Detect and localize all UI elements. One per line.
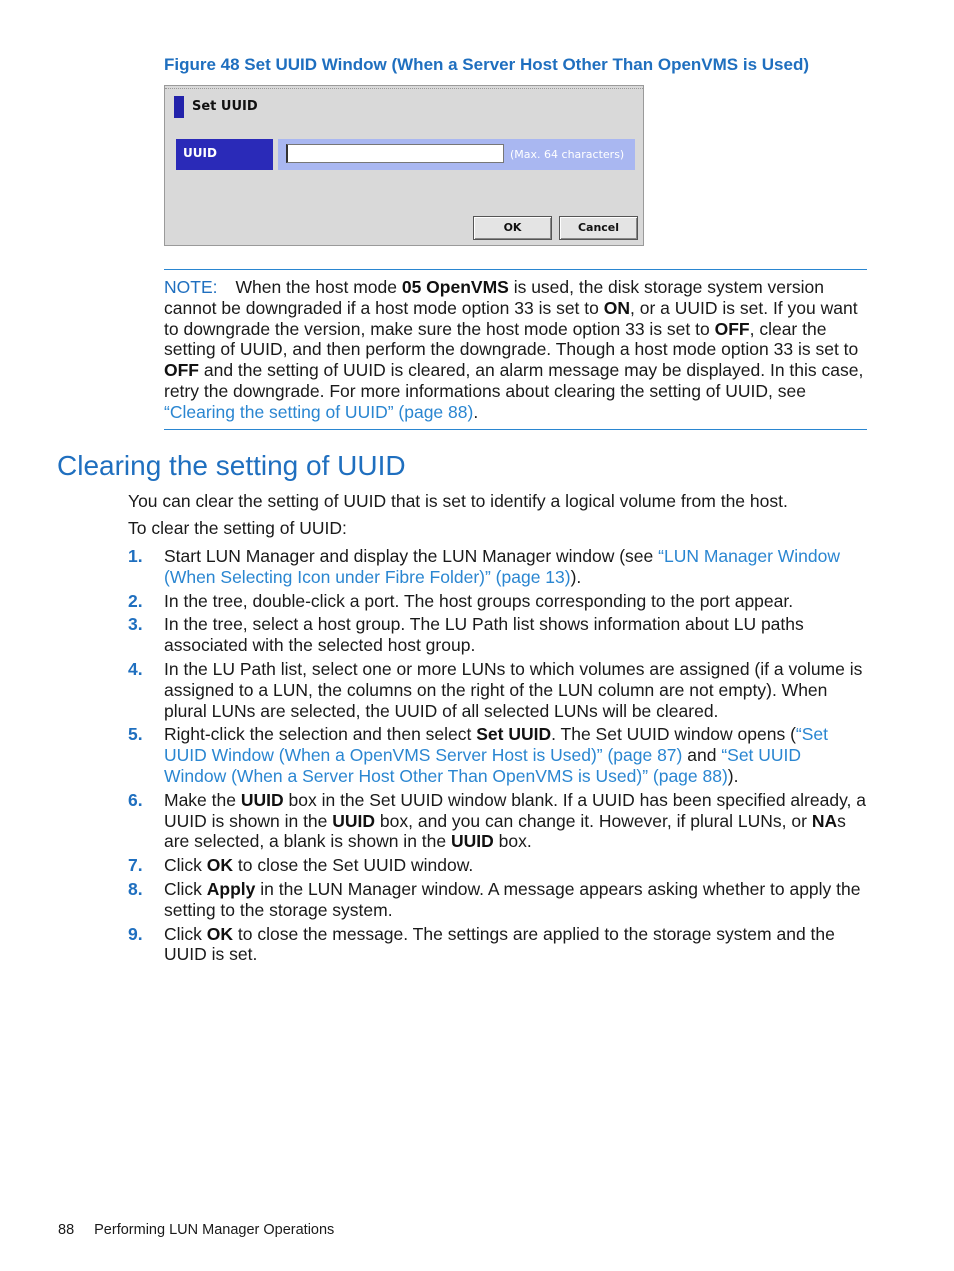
step-link[interactable]: “Set UUID Window (When a OpenVMS Server Host is Used)” (page 87): [164, 724, 829, 766]
step-item: [128, 924, 868, 966]
step-number: 7.: [128, 855, 143, 876]
step-text: ).: [570, 566, 582, 587]
step-text: In the tree, double-click a port. The host groups corresponding to the port appear.: [164, 590, 794, 611]
step-number: 8.: [128, 878, 143, 899]
step-bold: UUID: [332, 810, 376, 831]
step-text: in the LUN Manager window. A message appears asking whether to apply the setting to the storage system.: [164, 878, 861, 920]
step-text: Click: [164, 878, 207, 899]
step-link[interactable]: “Set UUID Window (When a Server Host Other Than OpenVMS is Used)” (page 88): [164, 745, 802, 786]
step-bold: OK: [206, 923, 234, 944]
step-bold: NA: [811, 810, 838, 831]
note-text: is used, the disk storage system version cannot be downgraded if a host mode option 33 is set to: [164, 277, 824, 318]
step-item: [128, 614, 868, 656]
step-text: box.: [493, 831, 532, 852]
section-heading: Clearing the setting of UUID: [57, 450, 406, 481]
step-text: In the LU Path list, select one or more LUNs to which volumes are assigned (if a volume is assigned to a LUN, the columns on the right of the LUN column are not empty). When plural LUNs are selected, the UUID of all selected LUNs will be cleared.: [164, 658, 863, 721]
section-lead: To clear the setting of UUID:: [128, 518, 347, 538]
step-text: Click: [164, 855, 207, 876]
step-item: [128, 855, 868, 876]
step-item: [128, 591, 868, 612]
step-text: box, and you can change it. However, if plural LUNs, or: [375, 810, 812, 831]
uuid-input[interactable]: [286, 144, 504, 163]
note-bold: OFF: [164, 360, 199, 381]
page-footer: [58, 1222, 334, 1238]
step-item: [128, 879, 868, 921]
step-bold: UUID: [240, 789, 284, 810]
chapter-title: Performing LUN Manager Operations: [94, 1222, 335, 1238]
step-text: box in the Set UUID window blank. If a UUID has been specified already, a UUID is shown in the: [164, 789, 866, 831]
page-number: 88: [58, 1222, 75, 1238]
step-link[interactable]: “LUN Manager Window (When Selecting Icon under Fibre Folder)” (page 13): [164, 546, 841, 587]
step-item: [128, 546, 868, 588]
note-bold: 05 OpenVMS: [401, 277, 509, 297]
step-text: Click: [164, 923, 207, 944]
note-text: , clear the setting of UUID, and then perform the downgrade. Though a host mode option 33 is set to: [164, 318, 859, 360]
note-text: and the setting of UUID is cleared, an alarm message may be displayed. In this case, retry the downgrade. For more informations about clearing the setting of UUID, see: [164, 360, 864, 401]
note-bold: OFF: [714, 318, 750, 339]
step-text: s are selected, a blank is shown in the: [164, 810, 846, 852]
step-number: 4.: [128, 658, 143, 679]
note-text: , or a UUID is set. If you want to downgrade the version, make sure the host mode option 33 is set to: [164, 297, 858, 339]
uuid-field-label: UUID: [176, 139, 273, 170]
note-link[interactable]: “Clearing the setting of UUID” (page 88): [164, 401, 474, 422]
steps-list: [128, 546, 868, 968]
step-text: ).: [727, 765, 739, 786]
step-bold: OK: [206, 855, 234, 876]
step-number: 5.: [128, 724, 143, 745]
uuid-hint: (Max. 64 characters): [510, 148, 625, 161]
window-title: Set UUID: [192, 99, 258, 114]
ok-button[interactable]: OK: [473, 216, 552, 240]
note-text: .: [473, 401, 479, 422]
step-text: to close the message. The settings are applied to the storage system and the UUID is set.: [164, 923, 835, 965]
note-box: [164, 269, 867, 430]
step-item: [128, 790, 868, 852]
step-item: [128, 659, 868, 721]
step-number: 9.: [128, 923, 143, 944]
note-text: When the host mode: [235, 277, 402, 297]
step-number: 1.: [128, 546, 143, 566]
step-number: 2.: [128, 590, 143, 611]
set-uuid-window-screenshot: [164, 85, 644, 246]
step-text: Right-click the selection and then select: [164, 724, 477, 745]
step-item: [128, 724, 868, 786]
step-text: Make the: [164, 789, 241, 810]
section-intro: You can clear the setting of UUID that is set to identify a logical volume from the host.: [128, 491, 788, 511]
step-bold: Set UUID: [476, 724, 552, 745]
step-bold: UUID: [450, 831, 494, 852]
figure-caption: Figure 48 Set UUID Window (When a Server Host Other Than OpenVMS is Used): [164, 55, 809, 74]
title-marker-icon: [174, 96, 184, 118]
note-bold: ON: [603, 297, 630, 318]
cancel-button[interactable]: Cancel: [559, 216, 638, 240]
step-number: 6.: [128, 789, 143, 810]
note-label: NOTE:: [164, 277, 218, 297]
step-bold: Apply: [206, 878, 256, 899]
step-text: In the tree, select a host group. The LU Path list shows information about LU paths associated with the selected host group.: [164, 614, 804, 656]
step-text: and: [682, 745, 722, 766]
step-number: 3.: [128, 614, 143, 635]
step-text: to close the Set UUID window.: [233, 855, 474, 876]
window-top-divider: [165, 88, 643, 89]
step-text: Start LUN Manager and display the LUN Manager window (see: [164, 546, 659, 566]
step-text: . The Set UUID window opens (: [551, 724, 796, 745]
